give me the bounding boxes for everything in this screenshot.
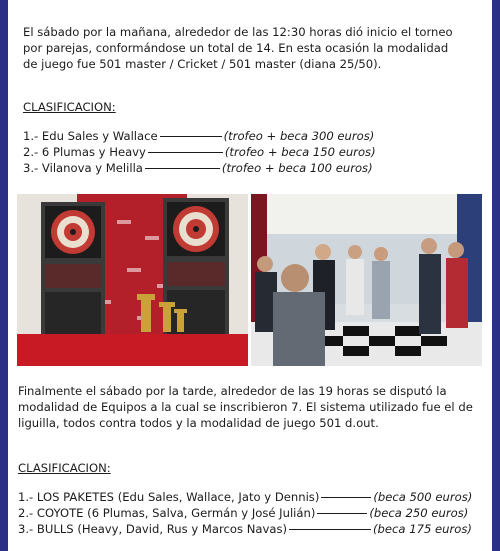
leader-line: [289, 529, 371, 530]
afternoon-line: Finalmente el sábado por la tarde, alrededor de las 19 horas se disputó la: [18, 384, 447, 398]
section2-rank-row: [18, 490, 472, 505]
rank-prize: (trofeo + beca 300 euros): [223, 129, 375, 143]
section1-rank-row: [23, 161, 373, 176]
afternoon-paragraph: [18, 383, 488, 431]
players-image: [251, 194, 482, 366]
section1-rank-row: [23, 129, 374, 144]
intro-line: de juego fue 501 master / Cricket / 501 master (diana 25/50).: [23, 57, 382, 71]
rank-team: 2.- COYOTE (6 Plumas, Salva, Germán y José Julián): [18, 506, 316, 520]
rank-prize: (trofeo + beca 150 euros): [224, 145, 376, 159]
intro-paragraph: [23, 24, 483, 72]
rank-team: 1.- Edu Sales y Wallace: [23, 129, 158, 143]
rank-prize: (beca 175 euros): [373, 522, 472, 536]
rank-team: 3.- BULLS (Heavy, David, Rus y Marcos Navas): [18, 522, 288, 536]
rank-prize: (beca 250 euros): [369, 506, 469, 520]
intro-line: por parejas, conformándose un total de 14. En esta ocasión la modalidad: [23, 41, 449, 55]
section2-rank-row: [18, 506, 468, 521]
intro-line: El sábado por la mañana, alrededor de las 12:30 horas dió inicio el torneo: [23, 25, 453, 39]
rank-prize: (beca 500 euros): [373, 490, 473, 504]
left-border-bar: [0, 0, 8, 551]
afternoon-line: modalidad de Equipos a la cual se inscribieron 7. El sistema utilizado fue el de: [18, 400, 473, 414]
rank-team: 2.- 6 Plumas y Heavy: [23, 145, 146, 159]
right-border-bar: [492, 0, 500, 551]
rank-team: 1.- LOS PAKETES (Edu Sales, Wallace, Jato y Dennis): [18, 490, 320, 504]
afternoon-line: liguilla, todos contra todos y la modalidad de juego 501 d.out.: [18, 416, 379, 430]
leader-line: [148, 152, 223, 153]
leader-line: [321, 497, 371, 498]
leader-line: [145, 168, 220, 169]
section2-rank-row: [18, 522, 472, 537]
rank-team: 3.- Vilanova y Melilla: [23, 161, 143, 175]
dart-machines-image: [17, 194, 248, 366]
dart-machines-photo: [17, 194, 248, 366]
section1-rank-row: [23, 145, 376, 160]
section2-heading: CLASIFICACION:: [18, 461, 111, 475]
section1-heading: CLASIFICACION:: [23, 100, 116, 114]
players-photo: [251, 194, 482, 366]
leader-line: [317, 513, 367, 514]
rank-prize: (trofeo + beca 100 euros): [221, 161, 373, 175]
leader-line: [160, 136, 222, 137]
